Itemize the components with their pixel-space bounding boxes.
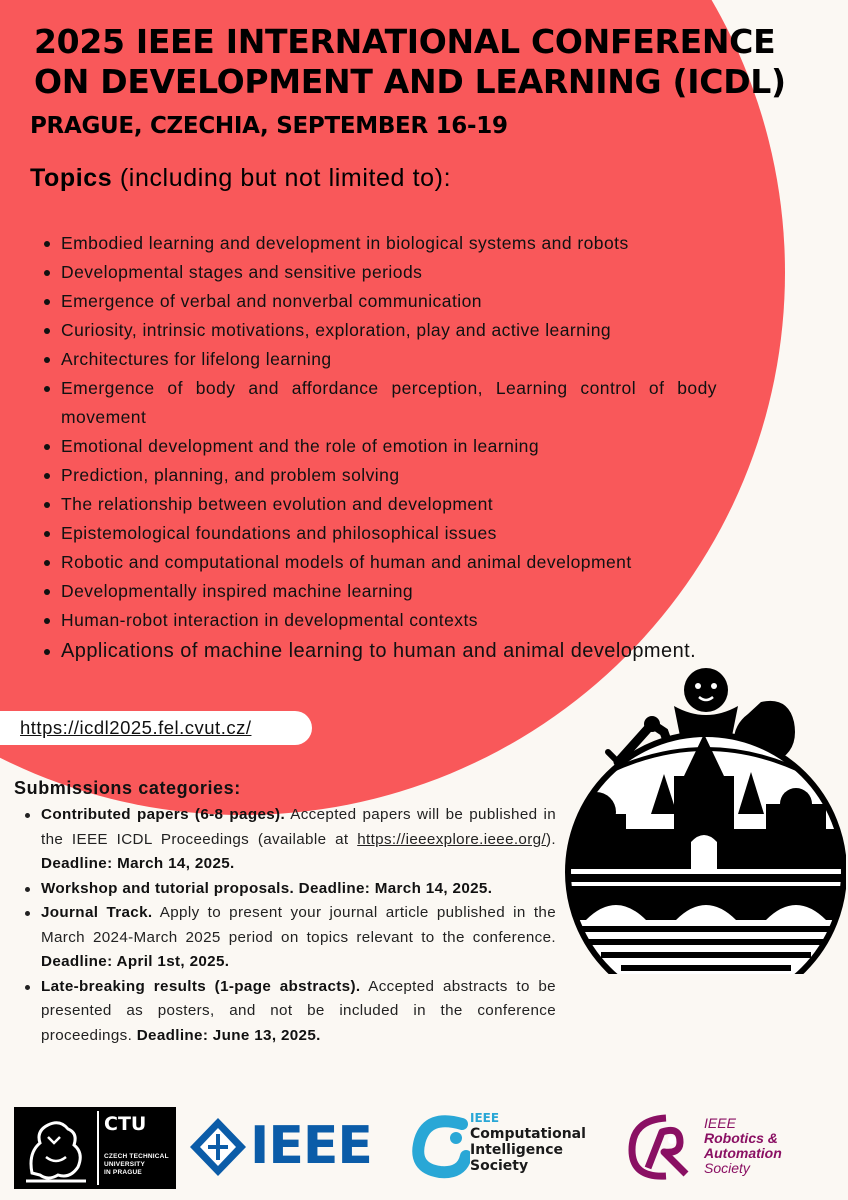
topics-heading xyxy=(30,164,451,193)
cis-wordmark: IEEE Computational Intelligence Society xyxy=(470,1111,586,1174)
submission-item-papers xyxy=(22,803,556,877)
submissions-list xyxy=(22,803,556,1048)
baby-icon xyxy=(674,668,738,742)
sponsor-logos xyxy=(0,1100,848,1200)
topic-item: Epistemological foundations and philosophical issues xyxy=(40,519,717,548)
topics-heading-bold: Topics xyxy=(30,164,113,192)
topic-item: Emergence of body and affordance perception, Learning control of body movement xyxy=(40,374,717,432)
topic-item: Prediction, planning, and problem solving xyxy=(40,461,717,490)
topics-heading-rest: (including but not limited to): xyxy=(112,164,452,192)
submission-item-late-breaking xyxy=(22,975,556,1049)
submissions-heading: Submissions categories: xyxy=(14,778,241,798)
cis-swirl-icon xyxy=(410,1110,470,1190)
topic-item: Applications of machine learning to human and animal development. xyxy=(40,636,717,666)
topic-item: Emergence of verbal and nonverbal communication xyxy=(40,287,717,316)
submission-title: Journal Track. xyxy=(41,904,153,921)
topic-item: Embodied learning and development in biological systems and robots xyxy=(40,229,717,258)
submission-text: Accepted abstracts to be presented as posters, and not be included in the conference proceedings. xyxy=(41,977,556,1044)
lion-icon xyxy=(18,1113,94,1183)
topic-item: Emotional development and the role of emotion in learning xyxy=(40,432,717,461)
ieeexplore-link[interactable]: https://ieeexplore.ieee.org/ xyxy=(357,830,547,848)
ctu-abbreviation: CTU xyxy=(104,1113,147,1135)
submission-text: Apply to present your journal article published in the March 2024-March 2025 period on topics relevant to the conference. xyxy=(41,904,556,946)
submission-deadline: Deadline: April 1st, 2025. xyxy=(41,953,230,970)
topic-item: The relationship between evolution and development xyxy=(40,490,717,519)
submission-text: Accepted papers will be published in the IEEE ICDL Proceedings (available at xyxy=(41,806,557,848)
topic-item: Developmental stages and sensitive periods xyxy=(40,258,717,287)
topic-item: Robotic and computational models of human and animal development xyxy=(40,548,717,577)
title-line-2: ON DEVELOPMENT AND LEARNING (ICDL) xyxy=(34,62,786,101)
submission-text: ). xyxy=(546,830,556,848)
ras-wordmark: IEEE Robotics & Automation Society xyxy=(704,1115,782,1176)
topic-item: Human-robot interaction in developmental contexts xyxy=(40,606,717,635)
submission-title: Workshop and tutorial proposals. Deadline: March 14, 2025. xyxy=(41,879,493,897)
ras-emblem-icon xyxy=(626,1110,706,1182)
website-link[interactable]: https://icdl2025.fel.cvut.cz/ xyxy=(20,717,252,738)
submission-deadline: Deadline: March 14, 2025. xyxy=(41,855,235,872)
ieee-wordmark: IEEE xyxy=(250,1116,372,1176)
topic-item: Curiosity, intrinsic motivations, exploration, play and active learning xyxy=(40,316,717,345)
submission-title: Contributed papers (6-8 pages). xyxy=(41,806,286,823)
ctu-full-name: CZECH TECHNICAL UNIVERSITY IN PRAGUE xyxy=(104,1153,169,1176)
submission-item-journal xyxy=(22,901,556,975)
prague-robot-emblem xyxy=(556,664,846,974)
ctu-logo xyxy=(14,1107,176,1189)
ctu-divider xyxy=(97,1111,99,1185)
title-line-1: 2025 IEEE INTERNATIONAL CONFERENCE xyxy=(34,22,776,61)
ras-logo xyxy=(626,1110,716,1182)
website-pill[interactable] xyxy=(0,711,312,745)
conference-title xyxy=(34,22,786,102)
topic-item: Architectures for lifelong learning xyxy=(40,345,717,374)
ieee-diamond-icon xyxy=(186,1114,250,1180)
topic-item: Developmentally inspired machine learning xyxy=(40,577,717,606)
topic-list xyxy=(40,229,717,666)
location-date: PRAGUE, CZECHIA, SEPTEMBER 16-19 xyxy=(30,113,508,139)
submission-item-workshops xyxy=(22,877,556,902)
submission-deadline: Deadline: June 13, 2025. xyxy=(136,1026,321,1044)
submission-title: Late-breaking results (1-page abstracts). xyxy=(41,977,361,995)
